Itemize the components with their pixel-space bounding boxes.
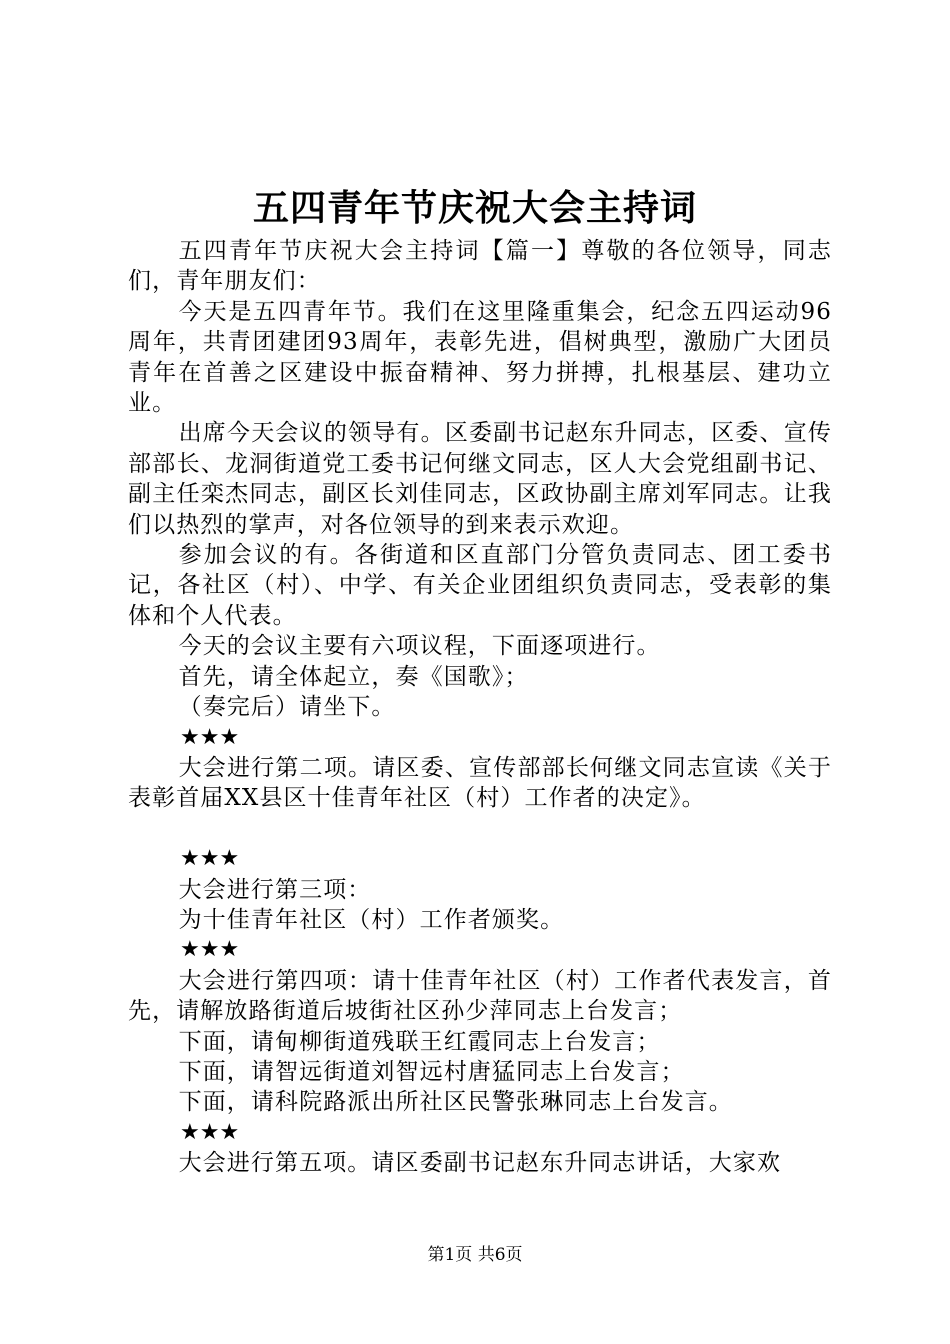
document-title: 五四青年节庆祝大会主持词 bbox=[252, 187, 697, 229]
paragraph: 下面，请甸柳街道残联王红霞同志上台发言； bbox=[178, 1028, 661, 1055]
paragraph: 下面，请智远街道刘智远村唐猛同志上台发言； bbox=[178, 1058, 685, 1085]
paragraph: 首先，请全体起立，奏《国歌》； bbox=[178, 663, 529, 690]
paragraph: 大会进行第四项：请十佳青年社区（村）工作者代表发言，首先，请解放路街道后坡街社区孙少萍同志上台发言； bbox=[128, 967, 832, 1025]
paragraph: 五四青年节庆祝大会主持词【篇一】尊敬的各位领导，同志们，青年朋友们： bbox=[128, 238, 832, 295]
paragraph: 出席今天会议的领导有。区委副书记赵东升同志，区委、宣传部部长、龙洞街道党工委书记何继文同志，区人大会党组副书记、副主任栾杰同志，副区长刘佳同志，区政协副主席刘军同志。让我们以热烈的掌声，对各位领导的到来表示欢迎。 bbox=[128, 420, 832, 538]
section-divider-stars: ★★★ bbox=[180, 724, 240, 750]
paragraph: 今天是五四青年节。我们在这里隆重集会，纪念五四运动96周年，共青团建团93周年，表彰先进，倡树典型，激励广大团员青年在首善之区建设中振奋精神、努力拼搏，扎根基层、建功立业。 bbox=[128, 298, 832, 417]
section-divider-stars: ★★★ bbox=[180, 846, 240, 872]
paragraph: （奏完后）请坐下。 bbox=[178, 694, 396, 721]
section-divider-stars: ★★★ bbox=[180, 1119, 240, 1145]
paragraph: 为十佳青年社区（村）工作者颁奖。 bbox=[178, 906, 565, 933]
blank-line bbox=[128, 814, 832, 844]
page-footer: 第1页 共6页 bbox=[427, 1245, 523, 1265]
paragraph: 参加会议的有。各街道和区直部门分管负责同志、团工委书记，各社区（村）、中学、有关企业团组织负责同志，受表彰的集体和个人代表。 bbox=[128, 542, 832, 629]
paragraph: 今天的会议主要有六项议程，下面逐项进行。 bbox=[178, 633, 661, 660]
paragraph: 大会进行第三项： bbox=[178, 876, 372, 903]
paragraph: 下面，请科院路派出所社区民警张琳同志上台发言。 bbox=[178, 1089, 733, 1116]
section-divider-stars: ★★★ bbox=[180, 937, 240, 963]
paragraph: 大会进行第二项。请区委、宣传部部长何继文同志宣读《关于表彰首届XX县区十佳青年社区（村）工作者的决定》。 bbox=[128, 754, 832, 812]
document-body bbox=[128, 236, 832, 1179]
paragraph: 大会进行第五项。请区委副书记赵东升同志讲话，大家欢 bbox=[178, 1150, 782, 1177]
